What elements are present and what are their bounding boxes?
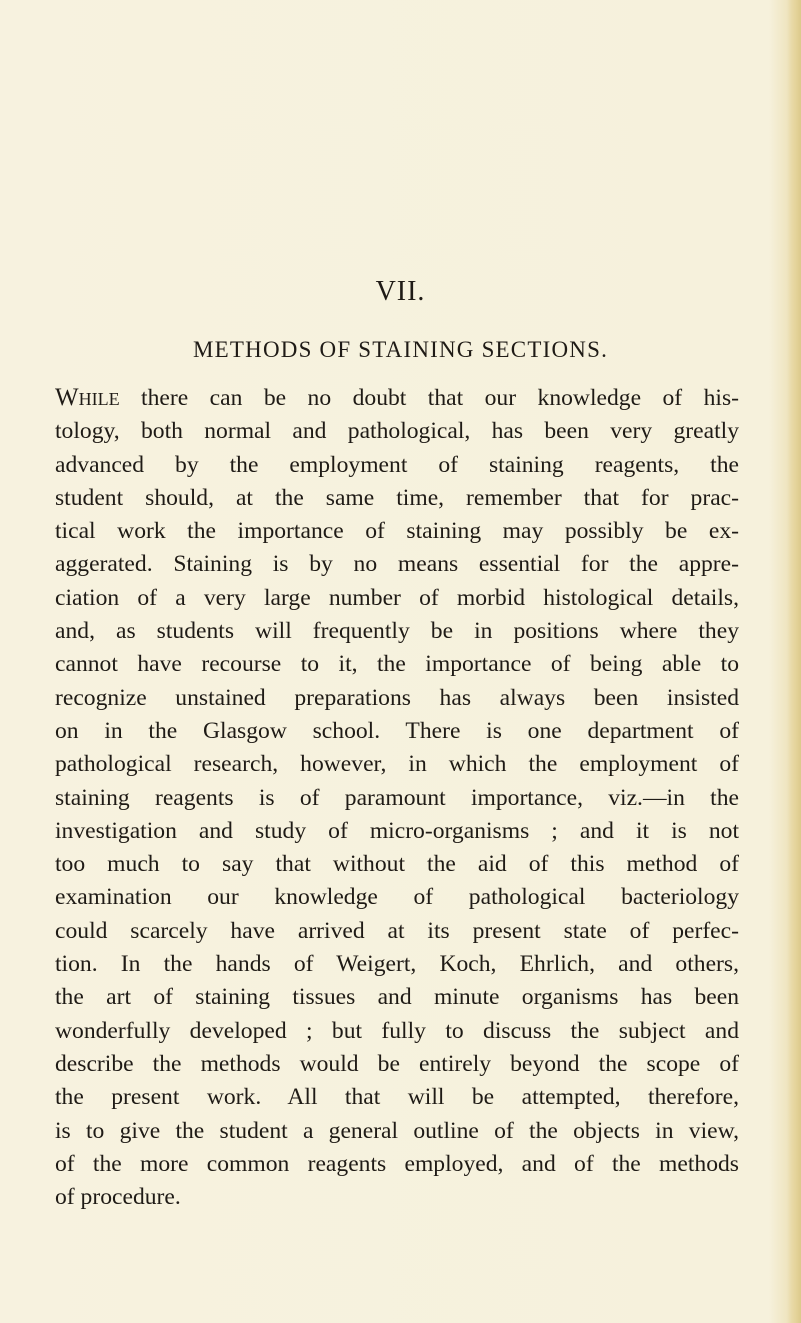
text-line: on in the Glasgow school. There is one department of: [55, 717, 739, 744]
text-line: recognize unstained preparations has always been insisted: [55, 684, 739, 711]
text-line: describe the methods would be entirely beyond the scope of: [55, 1050, 739, 1077]
text-line: [55, 381, 739, 415]
text-line: of procedure.: [55, 1184, 181, 1211]
text-line: of the more common reagents employed, and of the methods: [55, 1150, 739, 1177]
text-line-content: there can be no doubt that our knowledge of his-: [119, 385, 739, 411]
text-line: staining reagents is of paramount importance, viz.—in the: [55, 784, 739, 811]
chapter-body-paragraph: [55, 381, 739, 1214]
text-line: investigation and study of micro-organisms ; and it is not: [55, 817, 739, 844]
text-line: student should, at the same time, remember that for prac-: [55, 484, 739, 511]
text-line: is to give the student a general outline of the objects in view,: [55, 1117, 739, 1144]
text-line: ciation of a very large number of morbid histological details,: [55, 584, 739, 611]
text-line: tology, both normal and pathological, has been very greatly: [55, 418, 739, 445]
text-line: the present work. All that will be attempted, therefore,: [55, 1084, 739, 1111]
text-line: and, as students will frequently be in positions where they: [55, 618, 739, 645]
chapter-number: VII.: [375, 276, 426, 307]
text-line: tical work the importance of staining may possibly be ex-: [55, 518, 739, 545]
text-line: could scarcely have arrived at its present state of perfec-: [55, 917, 739, 944]
text-line: examination our knowledge of pathological bacteriology: [55, 884, 739, 911]
text-line: the art of staining tissues and minute organisms has been: [55, 984, 739, 1011]
lead-word: While: [55, 384, 120, 411]
text-line: too much to say that without the aid of this method of: [55, 851, 739, 878]
text-line: pathological research, however, in which the employment of: [55, 751, 739, 778]
text-line: aggerated. Staining is by no means essential for the appre-: [55, 551, 739, 578]
page-edge-shadow: [787, 0, 801, 1323]
text-line: tion. In the hands of Weigert, Koch, Ehrlich, and others,: [55, 951, 739, 978]
text-line: advanced by the employment of staining reagents, the: [55, 451, 739, 478]
chapter-title: METHODS OF STAINING SECTIONS.: [192, 337, 609, 362]
text-line: wonderfully developed ; but fully to discuss the subject and: [55, 1017, 739, 1044]
text-line: cannot have recourse to it, the importance of being able to: [55, 651, 739, 678]
